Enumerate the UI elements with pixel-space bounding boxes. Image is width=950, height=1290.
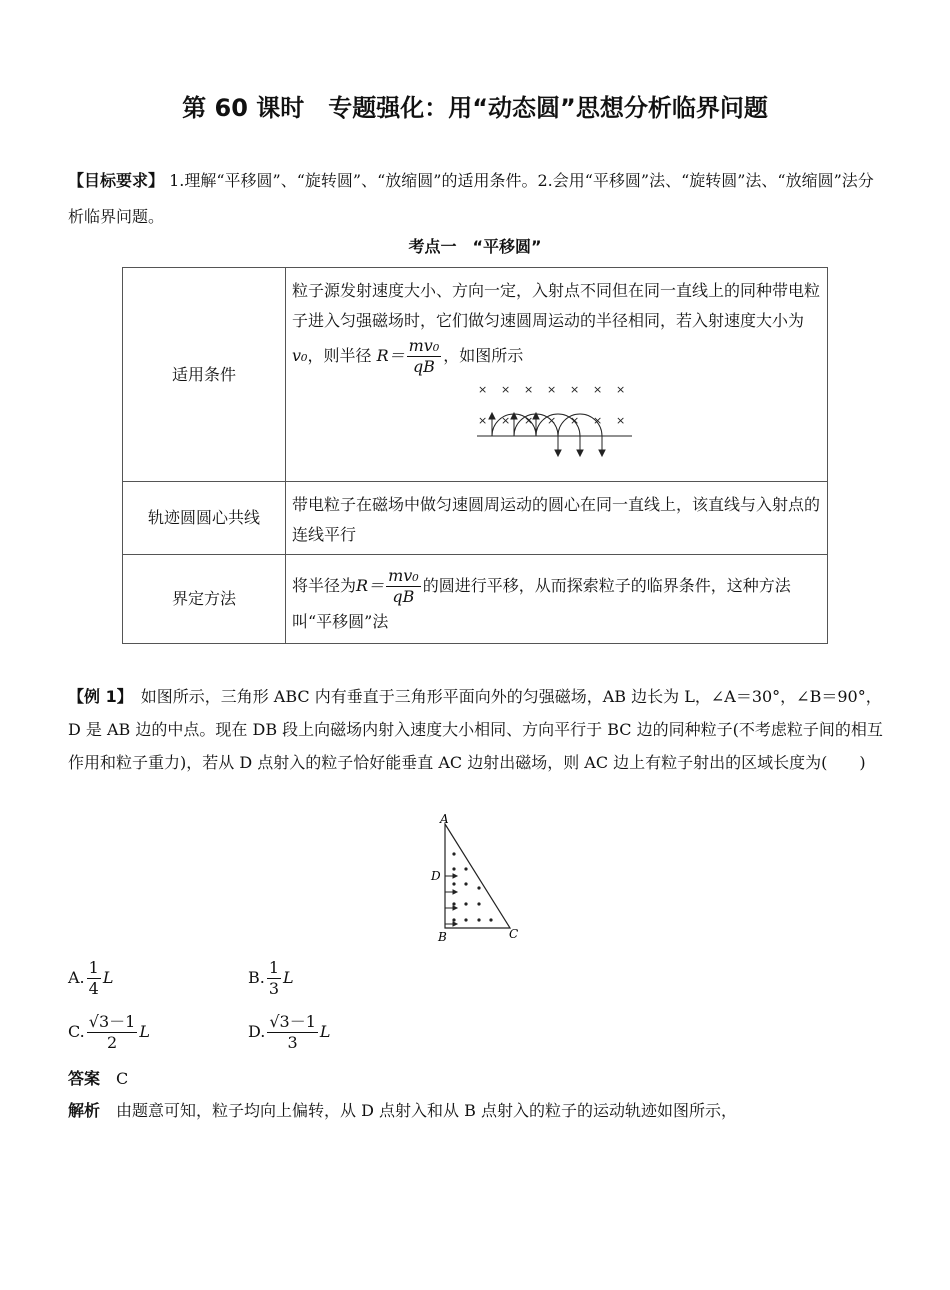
option-tail: L xyxy=(139,1022,150,1041)
svg-text:×: × xyxy=(615,414,625,427)
answer-label: 答案 xyxy=(68,1069,101,1088)
fraction-numerator: 1 xyxy=(88,958,99,977)
label-c: C xyxy=(509,927,519,941)
triangle-figure xyxy=(428,812,524,948)
row-content-applicable xyxy=(286,268,828,482)
label-a: A xyxy=(440,812,449,826)
analysis-line xyxy=(68,1098,883,1121)
field-dots xyxy=(452,852,492,921)
fraction-denominator: 3 xyxy=(268,979,280,998)
fraction-denominator: qB xyxy=(412,357,435,376)
option-letter: D. xyxy=(248,1022,266,1041)
svg-text:×: × xyxy=(477,414,487,427)
row-label-centers: 轨迹圆圆心共线 xyxy=(123,482,286,555)
option-tail: L xyxy=(102,968,114,987)
row-text: ，则半径 xyxy=(307,346,372,365)
fraction-denominator: 2 xyxy=(106,1033,118,1052)
row-text: ，如图所示 xyxy=(443,346,524,365)
fraction-numerator: √3－1 xyxy=(88,1012,136,1031)
answer-value: C xyxy=(116,1069,129,1088)
row-content-centers: 带电粒子在磁场中做匀速圆周运动的圆心在同一直线上，该直线与入射点的连线平行 xyxy=(286,482,828,555)
option-c[interactable] xyxy=(68,1012,150,1053)
fraction-numerator: mv₀ xyxy=(408,336,440,355)
option-fraction xyxy=(87,1012,138,1053)
option-fraction xyxy=(267,1012,318,1053)
fraction-denominator: 4 xyxy=(88,979,99,998)
option-tail: L xyxy=(283,968,294,987)
row-text: 将半径为 xyxy=(292,575,357,595)
svg-text:×: × xyxy=(569,383,579,396)
goal-label: 【目标要求】 xyxy=(68,171,165,190)
entry-arrows xyxy=(445,874,457,926)
option-fraction xyxy=(267,958,281,999)
option-letter: C. xyxy=(68,1022,85,1041)
example-text: 如图所示，三角形 ABC 内有垂直于三角形平面向外的匀强磁场，AB 边长为 L，∠A＝30°，∠B＝90°，D 是 AB 边的中点。现在 DB 段上向磁场内射入速度大小相同、方向平行于 BC 边的同种粒子(不考虑粒子间的相互作用和粒子重力)，若从 D 点射入的粒子恰好能垂直 AC 边射出磁场，则 AC 边上有粒子射出的区域长度为( ) xyxy=(68,687,883,772)
row-label-method: 界定方法 xyxy=(123,555,286,644)
velocity-symbol: v₀ xyxy=(292,346,308,365)
svg-text:×: × xyxy=(569,414,579,427)
row-label-applicable: 适用条件 xyxy=(123,268,286,482)
svg-text:×: × xyxy=(546,383,556,396)
page-title: 第 60 课时 专题强化：用“动态圆”思想分析临界问题 xyxy=(182,94,768,122)
radius-fraction xyxy=(407,336,442,377)
table-row xyxy=(123,268,828,482)
option-tail: L xyxy=(319,1022,331,1041)
example-paragraph xyxy=(68,680,883,779)
option-a[interactable] xyxy=(68,958,113,999)
svg-text:×: × xyxy=(523,383,533,396)
option-d[interactable] xyxy=(248,1012,331,1053)
svg-text:×: × xyxy=(500,414,510,427)
option-b[interactable] xyxy=(248,958,294,999)
example-label: 【例 1】 xyxy=(68,687,125,706)
fraction-denominator: qB xyxy=(392,586,415,606)
answer-line xyxy=(68,1066,128,1089)
svg-text:×: × xyxy=(546,414,556,427)
radius-fraction xyxy=(386,566,421,607)
label-b: B xyxy=(438,930,447,944)
method-table xyxy=(122,267,828,644)
translating-circles-diagram xyxy=(472,381,642,461)
section-title: 考点一 “平移圆” xyxy=(408,237,542,256)
svg-text:×: × xyxy=(592,383,602,396)
svg-text:×: × xyxy=(615,383,625,396)
svg-text:×: × xyxy=(500,383,510,396)
fraction-numerator: 1 xyxy=(268,958,280,977)
analysis-label: 解析 xyxy=(68,1101,101,1120)
svg-text:×: × xyxy=(477,383,487,396)
radius-symbol: R＝ xyxy=(356,575,385,595)
radius-symbol: R＝ xyxy=(376,346,405,365)
svg-text:×: × xyxy=(592,414,602,427)
table-row xyxy=(123,482,828,555)
row-content-method xyxy=(286,555,828,644)
table-row xyxy=(123,555,828,644)
fraction-numerator: √3－1 xyxy=(269,1012,316,1031)
label-d: D xyxy=(431,869,441,883)
fraction-denominator: 3 xyxy=(287,1033,298,1052)
row-text: 的圆进行平移，从而探索粒子的临界条件，这种方法叫“平移圆”法 xyxy=(292,575,791,631)
analysis-text: 由题意可知，粒子均向上偏转，从 D 点射入和从 B 点射入的粒子的运动轨迹如图所示， xyxy=(116,1101,737,1120)
fraction-numerator: mv₀ xyxy=(388,565,419,585)
option-letter: A. xyxy=(68,968,85,987)
goal-paragraph xyxy=(68,163,883,235)
option-fraction xyxy=(87,958,101,999)
option-letter: B. xyxy=(248,968,265,987)
row-text: 粒子源发射速度大小、方向一定，入射点不同但在同一直线上的同种带电粒子进入匀强磁场时，它们做匀速圆周运动的半径相同，若入射速度大小为 xyxy=(292,281,821,330)
svg-text:×: × xyxy=(523,414,533,427)
goal-text: 1.理解“平移圆”、“旋转圆”、“放缩圆”的适用条件。2.会用“平移圆”法、“旋转圆”法、“放缩圆”法分析临界问题。 xyxy=(68,171,874,226)
